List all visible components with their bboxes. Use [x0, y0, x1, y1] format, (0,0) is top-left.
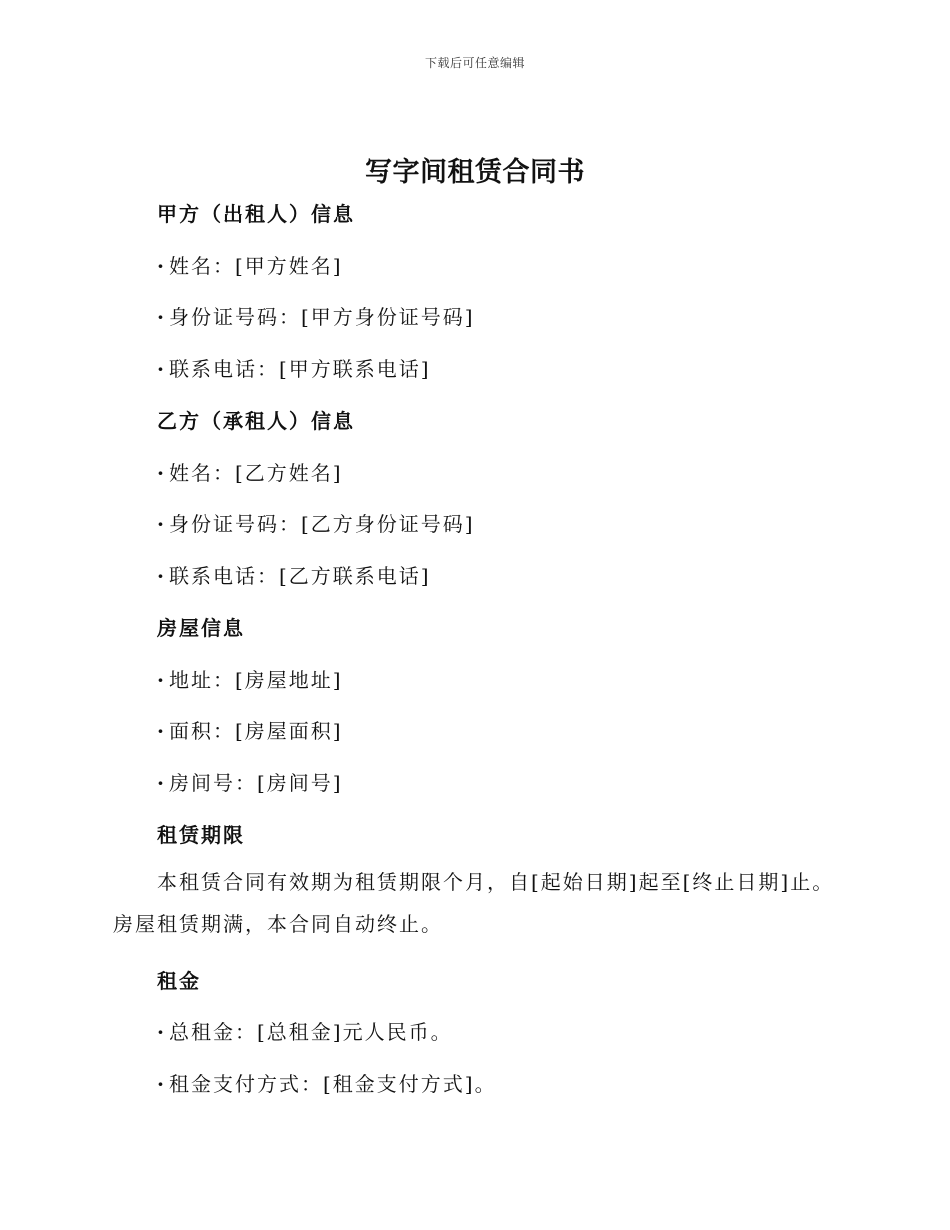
list-item-text: 地址：[房屋地址] [169, 668, 343, 692]
list-item-property-area [157, 715, 343, 744]
list-item-party-b-phone [157, 560, 431, 589]
list-item-text: 房间号：[房间号] [169, 771, 343, 795]
list-item-party-a-id [157, 301, 475, 330]
list-item-text: 姓名：[甲方姓名] [169, 254, 343, 278]
bullet-icon: · [157, 357, 166, 381]
list-item-text: 姓名：[乙方姓名] [169, 461, 343, 485]
document-title: 写字间租赁合同书 [365, 157, 585, 188]
bullet-icon: · [157, 305, 166, 329]
section-heading-rent: 租金 [157, 969, 201, 993]
list-item-text: 联系电话：[甲方联系电话] [169, 357, 431, 381]
bullet-icon: · [157, 564, 166, 588]
section-heading-party-a: 甲方（出租人）信息 [157, 202, 355, 226]
list-item-rent-payment [157, 1068, 497, 1097]
list-item-rent-total [157, 1016, 453, 1045]
list-item-text: 身份证号码：[甲方身份证号码] [169, 305, 475, 329]
page-header: 下载后可任意编辑 [424, 56, 525, 70]
list-item-text: 租金支付方式：[租金支付方式]。 [169, 1072, 497, 1096]
list-item-text: 面积：[房屋面积] [169, 719, 343, 743]
bullet-icon: · [157, 668, 166, 692]
list-item-party-b-id [157, 508, 475, 537]
bullet-icon: · [157, 461, 166, 485]
list-item-party-a-phone [157, 353, 431, 382]
list-item-party-b-name [157, 457, 343, 486]
list-item-text: 联系电话：[乙方联系电话] [169, 564, 431, 588]
bullet-icon: · [157, 254, 166, 278]
list-item-party-a-name [157, 250, 343, 279]
bullet-icon: · [157, 719, 166, 743]
term-paragraph: 本租赁合同有效期为租赁期限个月，自[起始日期]起至[终止日期]止。房屋租赁期满，本合同自动终止。 [113, 870, 835, 936]
section-heading-party-b: 乙方（承租人）信息 [157, 409, 355, 433]
bullet-icon: · [157, 1072, 166, 1096]
list-item-text: 身份证号码：[乙方身份证号码] [169, 512, 475, 536]
section-heading-property: 房屋信息 [157, 616, 245, 640]
bullet-icon: · [157, 771, 166, 795]
bullet-icon: · [157, 512, 166, 536]
list-item-text: 总租金：[总租金]元人民币。 [169, 1020, 453, 1044]
bullet-icon: · [157, 1020, 166, 1044]
list-item-property-address [157, 664, 343, 693]
section-heading-term: 租赁期限 [157, 823, 245, 847]
list-item-property-room [157, 767, 343, 796]
